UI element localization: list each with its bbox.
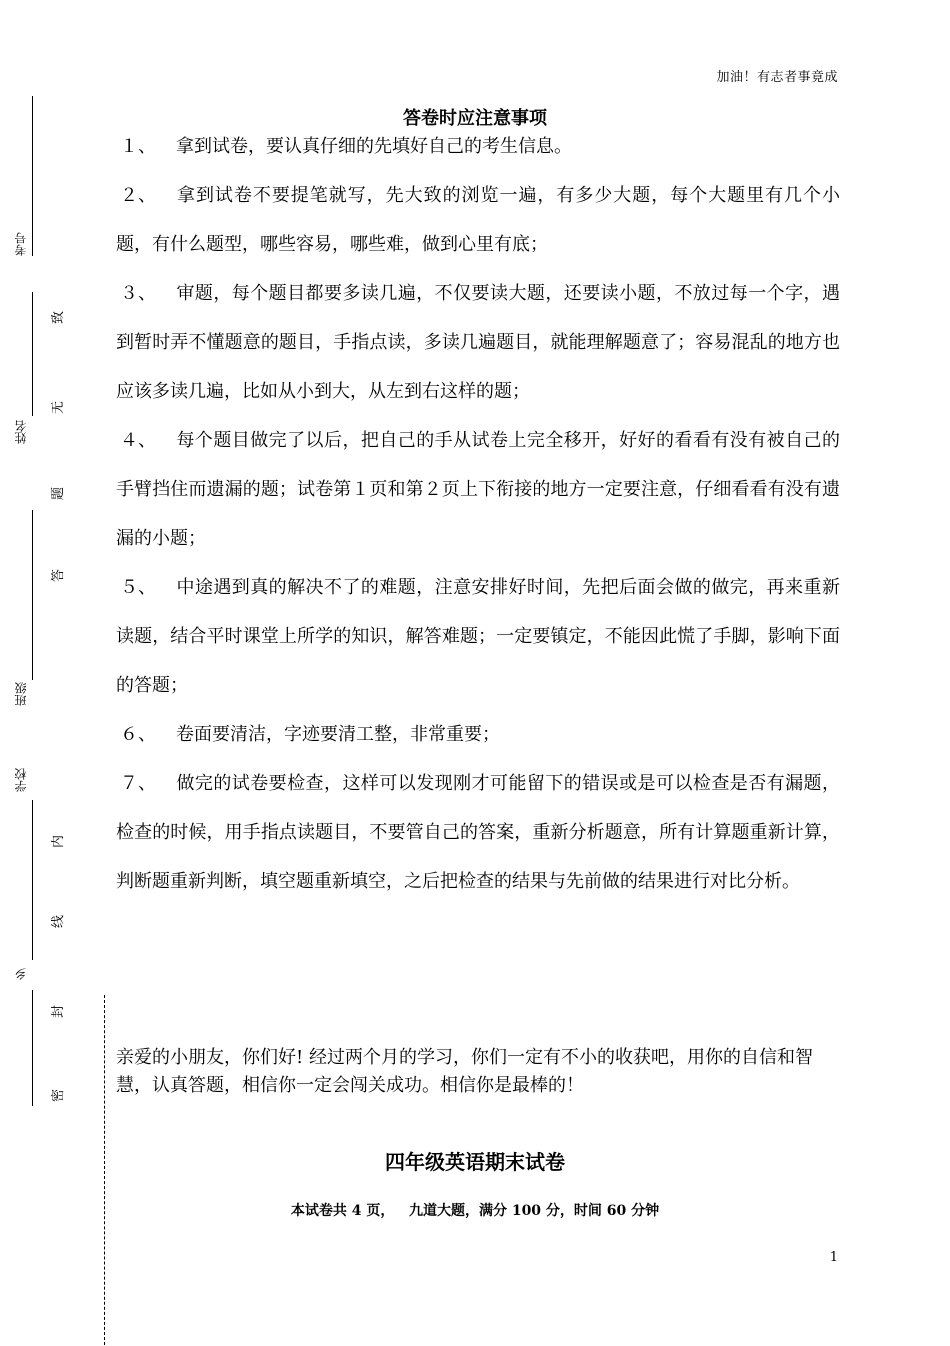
notice-item-number: ７、 bbox=[120, 773, 156, 794]
notice-item-text: 卷面要清洁，字迹要清工整，非常重要； bbox=[176, 724, 500, 745]
field-line-township bbox=[32, 990, 33, 1106]
notice-item bbox=[116, 416, 840, 563]
notice-item-text: 中途遇到真的解决不了的难题，注意安排好时间，先把后面会做的做完，再来重新读题，结合平时课堂上所学的知识，解答难题；一定要镇定，不能因此慌了手脚，影响下面的答题； bbox=[116, 577, 840, 696]
notice-item-text: 做完的试卷要检查，这样可以发现刚才可能留下的错误或是可以检查是否有漏题，检查的时候，用手指点读题目，不要管自己的答案，重新分析题意，所有计算题重新计算，判断题重新判断，填空题重新填空，之后把检查的结果与先前做的结果进行对比分析。 bbox=[116, 773, 840, 892]
notice-item-text: 审题，每个题目都要多读几遍，不仅要读大题，还要读小题，不放过每一个字，遇到暂时弄不懂题意的题目，手指点读，多读几遍题目，就能理解题意了；容易混乱的地方也应该多读几遍，比如从小到大，从左到右这样的题； bbox=[116, 283, 840, 402]
greeting-paragraph: 亲爱的小朋友，你们好! 经过两个月的学习，你们一定有不小的收获吧，用你的自信和智慧，认真答题，相信你一定会闯关成功。相信你是最棒的！ bbox=[116, 1047, 813, 1096]
notice-item bbox=[116, 710, 840, 759]
seal-char-4: 答 bbox=[51, 568, 67, 583]
field-line-class bbox=[32, 510, 33, 680]
seal-char-1: 致 bbox=[51, 310, 67, 325]
notice-item-number: ６、 bbox=[120, 724, 156, 745]
field-label-township: 乡 bbox=[14, 968, 28, 980]
seal-char-5: 内 bbox=[51, 834, 67, 849]
seal-char-6: 线 bbox=[51, 914, 67, 929]
field-line-school bbox=[32, 800, 33, 960]
field-label-school: 学校 bbox=[14, 768, 28, 792]
seal-char-3: 题 bbox=[51, 486, 67, 501]
seal-char-7: 封 bbox=[51, 1004, 67, 1019]
notice-item-number: ３、 bbox=[120, 283, 156, 304]
seal-char-8: 密 bbox=[51, 1088, 67, 1103]
notice-item-number: １、 bbox=[120, 136, 156, 157]
seal-char-2: 无 bbox=[51, 400, 67, 415]
notice-title: 答卷时应注意事项 bbox=[403, 108, 547, 129]
notice-item bbox=[116, 171, 840, 269]
notice-item-text: 拿到试卷，要认真仔细的先填好自己的考生信息。 bbox=[176, 136, 572, 157]
field-line-name bbox=[32, 292, 33, 416]
notice-list bbox=[116, 122, 840, 906]
notice-item-number: ２、 bbox=[120, 185, 156, 206]
notice-item bbox=[116, 563, 840, 710]
field-label-class: 班级 bbox=[14, 682, 28, 706]
notice-item-number: ４、 bbox=[120, 430, 156, 451]
exam-title: 四年级英语期末试卷 bbox=[385, 1150, 565, 1174]
field-label-name: 姓名 bbox=[14, 420, 28, 444]
field-label-exam-no: 考号 bbox=[14, 232, 28, 256]
header-motto: 加油！有志者事竟成 bbox=[716, 70, 838, 85]
page-number: 1 bbox=[829, 1250, 838, 1265]
notice-item-number: ５、 bbox=[120, 577, 156, 598]
notice-item bbox=[116, 269, 840, 416]
exam-info: 本试卷共 4 页， 九道大题，满分 100 分，时间 60 分钟 bbox=[290, 1203, 660, 1219]
notice-item bbox=[116, 759, 840, 906]
notice-item-text: 每个题目做完了以后，把自己的手从试卷上完全移开，好好的看看有没有被自己的手臂挡住而遗漏的题；试卷第１页和第２页上下衔接的地方一定要注意，仔细看看有没有遗漏的小题； bbox=[116, 430, 840, 549]
notice-item bbox=[116, 122, 840, 171]
notice-item-text: 拿到试卷不要提笔就写，先大致的浏览一遍，有多少大题，每个大题里有几个小题，有什么题型，哪些容易，哪些难，做到心里有底； bbox=[116, 185, 840, 255]
